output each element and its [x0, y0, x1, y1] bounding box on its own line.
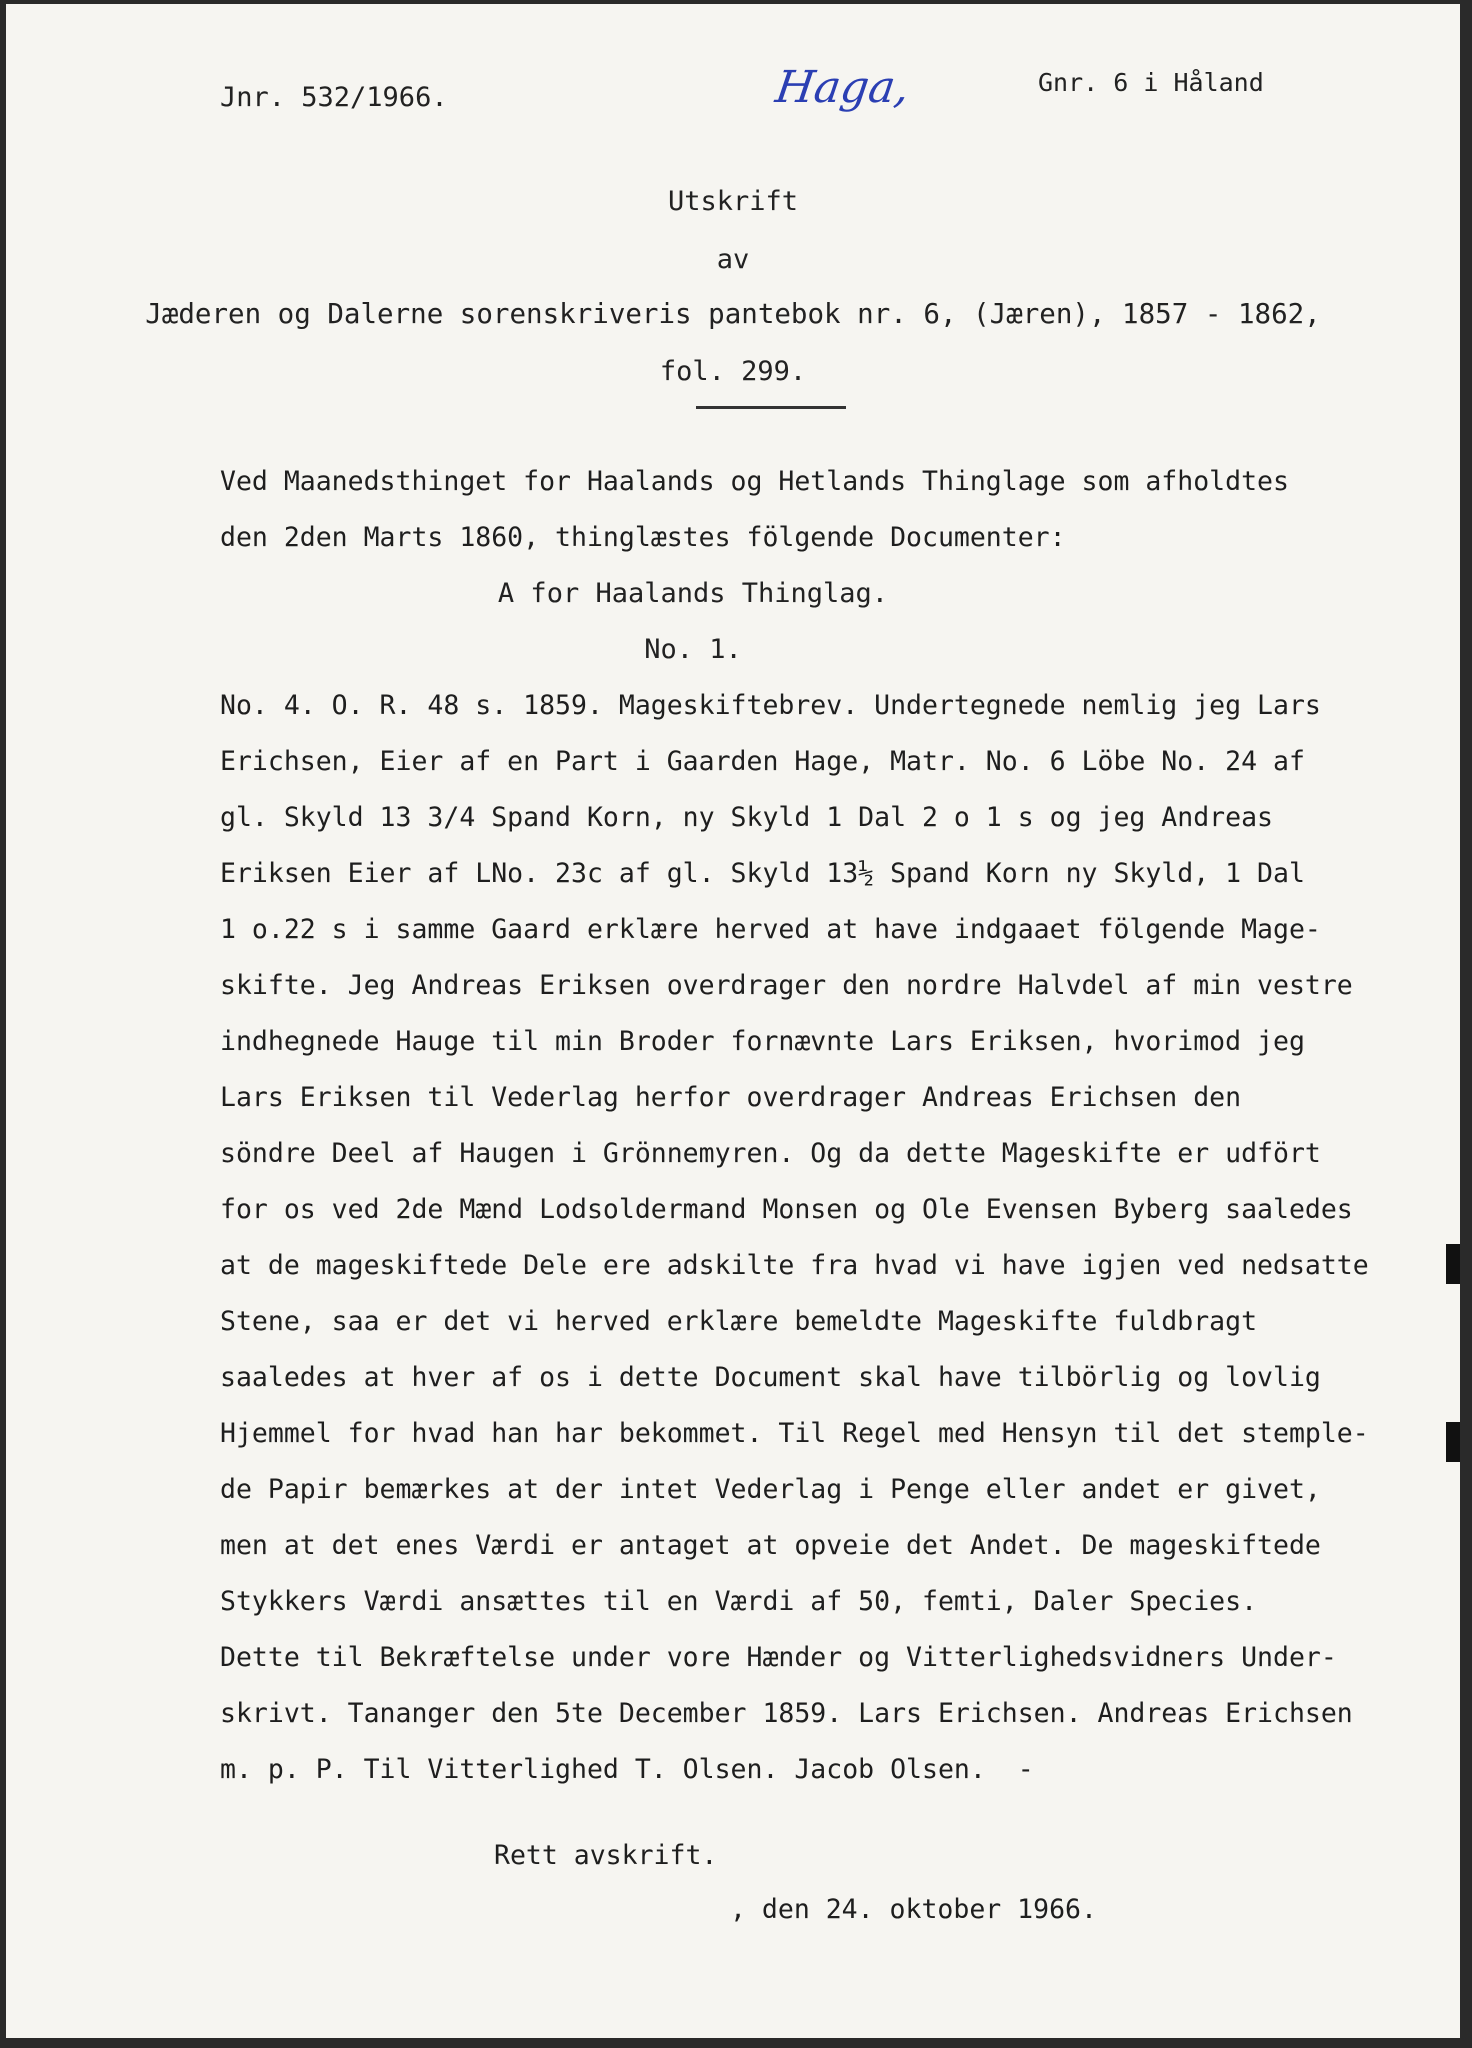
body-line: Hjemmel for hvad han har bekommet. Til Regel med Hensyn til det stemple- — [220, 1418, 1369, 1449]
body-line: skrivt. Tananger den 5te December 1859. Lars Erichsen. Andreas Erichsen — [220, 1698, 1353, 1729]
handwritten-annotation: Haga, — [772, 62, 913, 113]
body-line: söndre Deel af Haugen i Grönnemyren. Og da dette Mageskifte er udfört — [220, 1138, 1321, 1169]
journal-number: Jnr. 532/1966. — [220, 82, 448, 113]
body-line: Eriksen Eier af LNo. 23c af gl. Skyld 13½ Spand Korn ny Skyld, 1 Dal — [220, 858, 1305, 889]
body-line: Stene, saa er det vi herved erklære bemeldte Mageskifte fuldbragt — [220, 1306, 1258, 1337]
body-line: at de mageskiftede Dele ere adskilte fra hvad vi have igjen ved nedsatte — [220, 1250, 1369, 1281]
body-line: m. p. P. Til Vitterlighed T. Olsen. Jacob Olsen. - — [220, 1754, 1034, 1785]
body-line: for os ved 2de Mænd Lodsoldermand Monsen og Ole Evensen Byberg saaledes — [220, 1194, 1353, 1225]
document-page — [6, 4, 1460, 2038]
body-line: indhegnede Hauge til min Broder fornævnte Lars Eriksen, hvorimod jeg — [220, 1026, 1305, 1057]
page-edge-mark — [1446, 1244, 1460, 1284]
certification-text: Rett avskrift. — [494, 1840, 718, 1871]
body-line: Lars Eriksen til Vederlag herfor overdrager Andreas Erichsen den — [220, 1082, 1242, 1113]
body-line: de Papir bemærkes at der intet Vederlag i Penge eller andet er givet, — [220, 1474, 1321, 1505]
closing-date: , den 24. oktober 1966. — [730, 1894, 1097, 1925]
title-utskrift: Utskrift — [667, 186, 799, 217]
title-folio: fol. 299. — [659, 356, 807, 387]
subheading-thinglag: A for Haalands Thinglag. — [497, 578, 889, 609]
body-line: 1 o.22 s i samme Gaard erklære herved at have indgaaet fölgende Mage- — [220, 914, 1321, 945]
body-line: No. 4. O. R. 48 s. 1859. Mageskiftebrev. Undertegnede nemlig jeg Lars — [220, 690, 1321, 721]
body-line: Dette til Bekræftelse under vore Hænder og Vitterlighedsvidners Under- — [220, 1642, 1337, 1673]
body-line: Erichsen, Eier af en Part i Gaarden Hage, Matr. No. 6 Löbe No. 24 af — [220, 746, 1305, 777]
subheading-number: No. 1. — [644, 634, 742, 665]
body-line: skifte. Jeg Andreas Eriksen overdrager den nordre Halvdel af min vestre — [220, 970, 1353, 1001]
title-source: Jæderen og Dalerne sorenskriveris pantebok nr. 6, (Jæren), 1857 - 1862, — [145, 298, 1321, 330]
intro-line: Ved Maanedsthinget for Haalands og Hetlands Thinglage som afholdtes — [220, 466, 1289, 497]
title-av: av — [716, 244, 750, 275]
body-line: Stykkers Værdi ansættes til en Værdi af 50, femti, Daler Species. — [220, 1586, 1258, 1617]
page-edge-mark — [1446, 1422, 1460, 1462]
body-line: saaledes at hver af os i dette Document skal have tilbörlig og lovlig — [220, 1362, 1321, 1393]
body-line: gl. Skyld 13 3/4 Spand Korn, ny Skyld 1 Dal 2 o 1 s og jeg Andreas — [220, 802, 1273, 833]
property-number: Gnr. 6 i Håland — [1038, 68, 1264, 97]
intro-line: den 2den Marts 1860, thinglæstes fölgende Documenter: — [220, 522, 1066, 553]
body-line: men at det enes Værdi er antaget at opveie det Andet. De mageskiftede — [220, 1530, 1321, 1561]
title-divider — [696, 406, 846, 409]
